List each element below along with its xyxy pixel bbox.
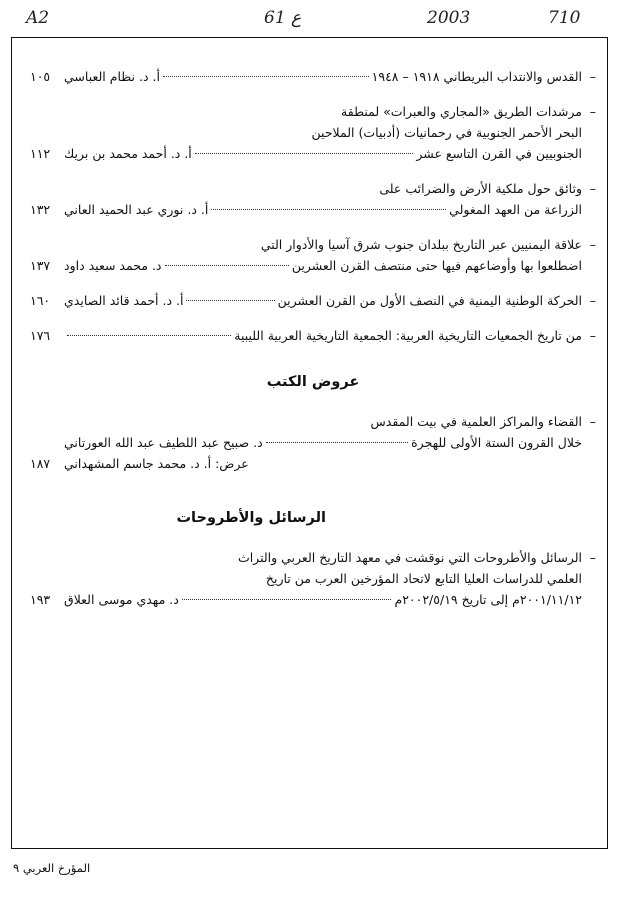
page-footer: المؤرخ العربي ٩ xyxy=(13,861,91,875)
entry-page[interactable]: ١٣٧ xyxy=(30,258,51,273)
handwritten-year: 2003 xyxy=(427,8,471,28)
bullet-dash: – xyxy=(589,293,596,308)
entry-title-continued[interactable]: ٢٠٠١/١١/١٢م إلى تاريخ ٢٠٠٢/٥/١٩م xyxy=(394,592,582,607)
toc-entry xyxy=(30,547,596,610)
bullet-dash: – xyxy=(589,328,596,343)
entry-author: أ. د. أحمد محمد بن بريك xyxy=(64,146,192,161)
entry-title-continued[interactable]: الجنوبيين في القرن التاسع عشر xyxy=(416,146,582,161)
entry-title[interactable]: وثائق حول ملكية الأرض والضرائب على xyxy=(379,181,582,196)
entry-author: أ. د. أحمد قائد الصايدي xyxy=(64,293,184,308)
entry-page[interactable]: ١٨٧ xyxy=(30,456,51,471)
entry-author: أ. د. نوري عبد الحميد العاني xyxy=(64,202,209,217)
handwritten-issue-number: 61 ع xyxy=(264,8,302,28)
bullet-dash: – xyxy=(589,550,596,565)
dot-leader xyxy=(186,299,274,301)
dot-leader xyxy=(67,334,231,336)
entry-author: أ. د. نظام العباسي xyxy=(64,69,160,84)
entry-page[interactable]: ١٣٢ xyxy=(30,202,51,217)
bullet-dash: – xyxy=(589,181,596,196)
toc-entry xyxy=(30,101,596,164)
table-of-contents xyxy=(30,66,596,624)
entry-page[interactable]: ١٠٥ xyxy=(30,69,51,84)
bullet-dash: – xyxy=(589,69,596,84)
toc-entry xyxy=(30,66,596,87)
bullet-dash: – xyxy=(589,414,596,429)
dot-leader xyxy=(163,75,369,77)
section-heading-theses: الرسائل والأطروحات xyxy=(176,510,326,526)
entry-reviewer: عرض: أ. د. محمد جاسم المشهداني xyxy=(64,456,249,471)
entry-title[interactable]: الرسائل والأطروحات التي نوقشت في معهد التاريخ العربي والتراث xyxy=(237,550,582,565)
entry-title[interactable]: علاقة اليمنيين عبر التاريخ ببلدان جنوب شرق آسيا والأدوار التي xyxy=(260,237,582,252)
entry-title[interactable]: القدس والانتداب البريطاني ١٩١٨ – ١٩٤٨ xyxy=(371,69,582,84)
dot-leader xyxy=(165,264,289,266)
bullet-dash: – xyxy=(589,104,596,119)
toc-entry xyxy=(30,411,596,474)
dot-leader xyxy=(195,152,414,154)
entry-title[interactable]: القضاء والمراكز العلمية في بيت المقدس xyxy=(370,414,582,429)
handwritten-code: A2 xyxy=(26,8,50,28)
entry-page[interactable]: ١١٢ xyxy=(30,146,51,161)
toc-entry xyxy=(30,178,596,220)
entry-title-continued[interactable]: اضطلعوا بها وأوضاعهم فيها حتى منتصف القرن العشرين xyxy=(291,258,582,273)
entry-title-continued[interactable]: البحر الأحمر الجنوبية في رحمانيات (أدبيات) الملاحين xyxy=(311,125,582,140)
entry-title[interactable]: من تاريخ الجمعيات التاريخية العربية: الجمعية التاريخية العربية الليبية xyxy=(234,328,582,343)
dot-leader xyxy=(211,208,446,210)
entry-page[interactable]: ١٦٠ xyxy=(30,293,51,308)
toc-entry xyxy=(30,290,596,311)
entry-page[interactable]: ١٧٦ xyxy=(30,328,51,343)
entry-author: د. صبيح عبد اللطيف عبد الله العورتاني xyxy=(64,435,263,450)
toc-entry xyxy=(30,234,596,276)
entry-title-continued[interactable]: خلال القرون الستة الأولى للهجرة xyxy=(411,435,582,450)
dot-leader xyxy=(182,598,392,600)
bullet-dash: – xyxy=(589,237,596,252)
entry-author: د. محمد سعيد داود xyxy=(64,258,162,273)
entry-author: د. مهدي موسى العلاق xyxy=(64,592,179,607)
section-heading-book-reviews: عروض الكتب xyxy=(266,374,360,390)
handwritten-page-mark: 710 xyxy=(548,8,581,28)
entry-title-continued[interactable]: العلمي للدراسات العليا التابع لاتحاد المؤرخين العرب من تاريخ xyxy=(265,571,582,586)
toc-entry xyxy=(30,325,596,346)
entry-title[interactable]: الحركة الوطنية اليمنية في النصف الأول من القرن العشرين xyxy=(277,293,582,308)
dot-leader xyxy=(266,441,408,443)
entry-title[interactable]: مرشدات الطريق «المجاري والعبرات» لمنطقة xyxy=(341,104,582,119)
entry-title-continued[interactable]: الزراعة من العهد المغولي xyxy=(449,202,582,217)
entry-page[interactable]: ١٩٣ xyxy=(30,592,51,607)
